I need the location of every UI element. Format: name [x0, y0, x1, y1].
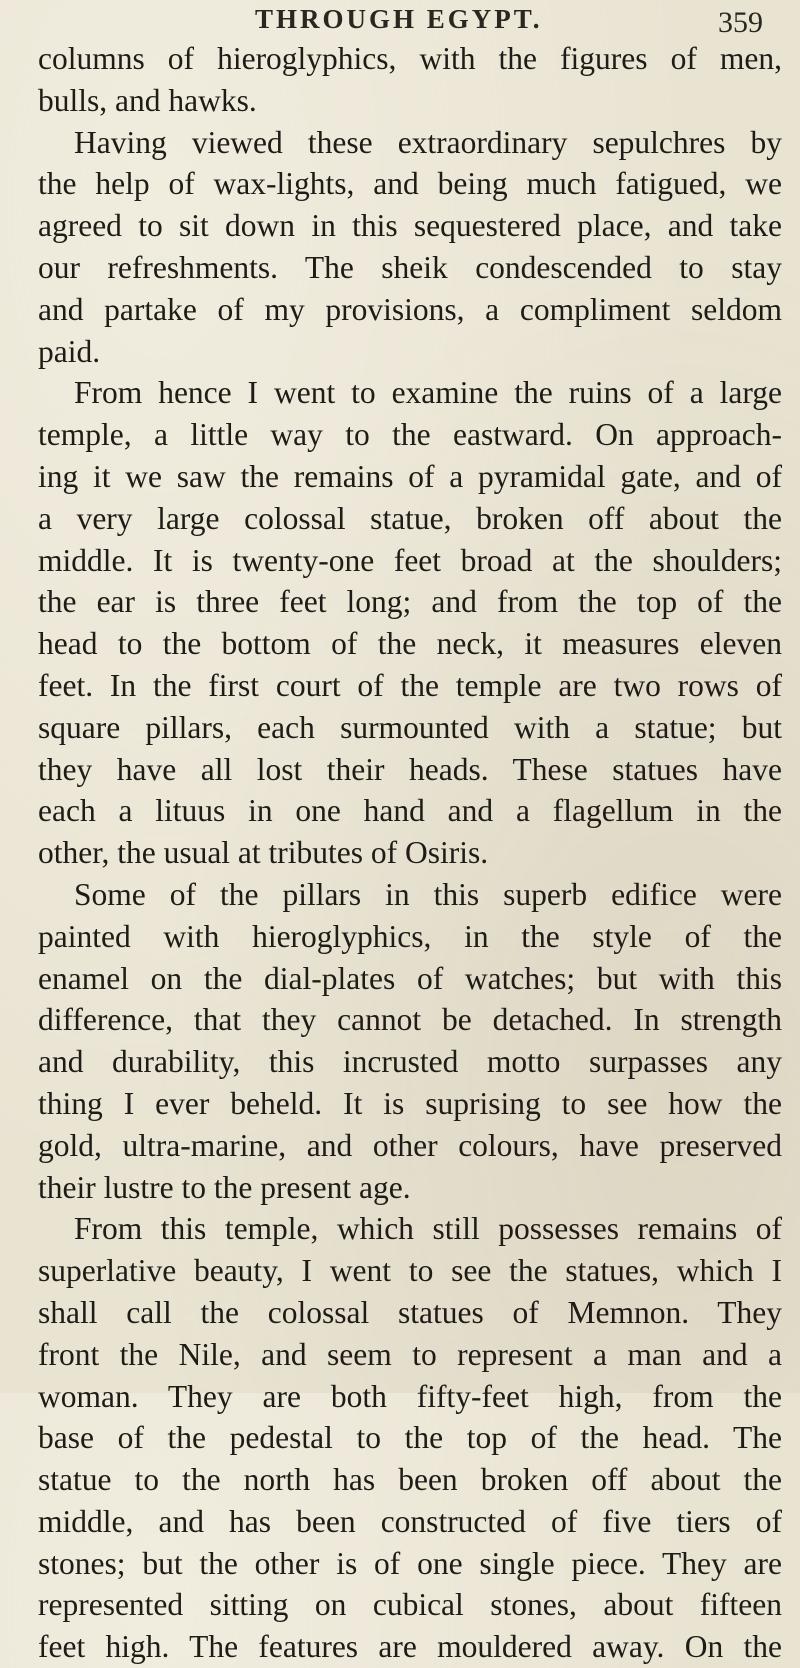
- text-line: they have all lost their heads. These statues have: [38, 751, 782, 787]
- body-text: [38, 38, 782, 1668]
- text-line: feet. In the first court of the temple are two rows of: [38, 667, 782, 703]
- text-line: and partake of my provisions, a compliment seldom: [38, 291, 782, 327]
- text-line: front the Nile, and seem to represent a man and a: [38, 1336, 782, 1372]
- text-line: temple, a little way to the eastward. On approach-: [38, 417, 782, 453]
- text-line: painted with hieroglyphics, in the style of the: [38, 918, 782, 954]
- paragraph-start-line: Some of the pillars in this superb edifice were: [74, 876, 782, 912]
- text-line: head to the bottom of the neck, it measures eleven: [38, 626, 782, 662]
- text-line: middle, and has been constructed of five tiers of: [38, 1503, 782, 1539]
- text-line: and durability, this incrusted motto surpasses any: [38, 1044, 782, 1080]
- text-line: feet high. The features are mouldered away. On the: [38, 1629, 782, 1665]
- text-line: each a lituus in one hand and a flagellum in the: [38, 793, 782, 829]
- text-line: gold, ultra-marine, and other colours, have preserved: [38, 1127, 782, 1163]
- text-line: paid.: [38, 333, 101, 369]
- text-line: shall call the colossal statues of Memnon. They: [38, 1294, 782, 1330]
- page-number: 359: [718, 6, 763, 39]
- text-line: their lustre to the present age.: [38, 1169, 411, 1205]
- text-line: statue to the north has been broken off about the: [38, 1462, 782, 1498]
- text-line: our refreshments. The sheik condescended to stay: [38, 249, 782, 285]
- text-line: thing I ever beheld. It is suprising to see how the: [38, 1085, 782, 1121]
- text-line: square pillars, each surmounted with a statue; but: [38, 709, 782, 745]
- text-line: the help of wax-lights, and being much fatigued, we: [38, 166, 782, 202]
- text-line: represented sitting on cubical stones, about fifteen: [38, 1587, 782, 1623]
- running-title: THROUGH EGYPT.: [255, 4, 543, 34]
- text-line: bulls, and hawks.: [38, 82, 257, 118]
- text-line: stones; but the other is of one single piece. They are: [38, 1545, 782, 1581]
- text-line: middle. It is twenty-one feet broad at the shoulders;: [38, 542, 782, 578]
- text-line: agreed to sit down in this sequestered place, and take: [38, 208, 782, 244]
- text-line: difference, that they cannot be detached. In strength: [38, 1002, 782, 1038]
- text-line: columns of hieroglyphics, with the figures of men,: [38, 41, 782, 76]
- text-line: base of the pedestal to the top of the head. The: [38, 1420, 782, 1456]
- text-line: enamel on the dial-plates of watches; but with this: [38, 960, 782, 996]
- paragraph-start-line: From this temple, which still possesses remains of: [74, 1211, 782, 1247]
- text-line: other, the usual at tributes of Osiris.: [38, 835, 489, 871]
- running-head: [0, 4, 800, 38]
- text-line: a very large colossal statue, broken off about the: [38, 500, 782, 536]
- paragraph-start-line: From hence I went to examine the ruins of a large: [74, 375, 782, 411]
- text-line: woman. They are both fifty-feet high, from the: [38, 1378, 782, 1414]
- text-line: ing it we saw the remains of a pyramidal gate, and of: [38, 458, 782, 494]
- text-line: superlative beauty, I went to see the statues, which I: [38, 1253, 782, 1289]
- paragraph-start-line: Having viewed these extraordinary sepulchres by: [74, 124, 782, 160]
- text-line: the ear is three feet long; and from the top of the: [38, 584, 782, 620]
